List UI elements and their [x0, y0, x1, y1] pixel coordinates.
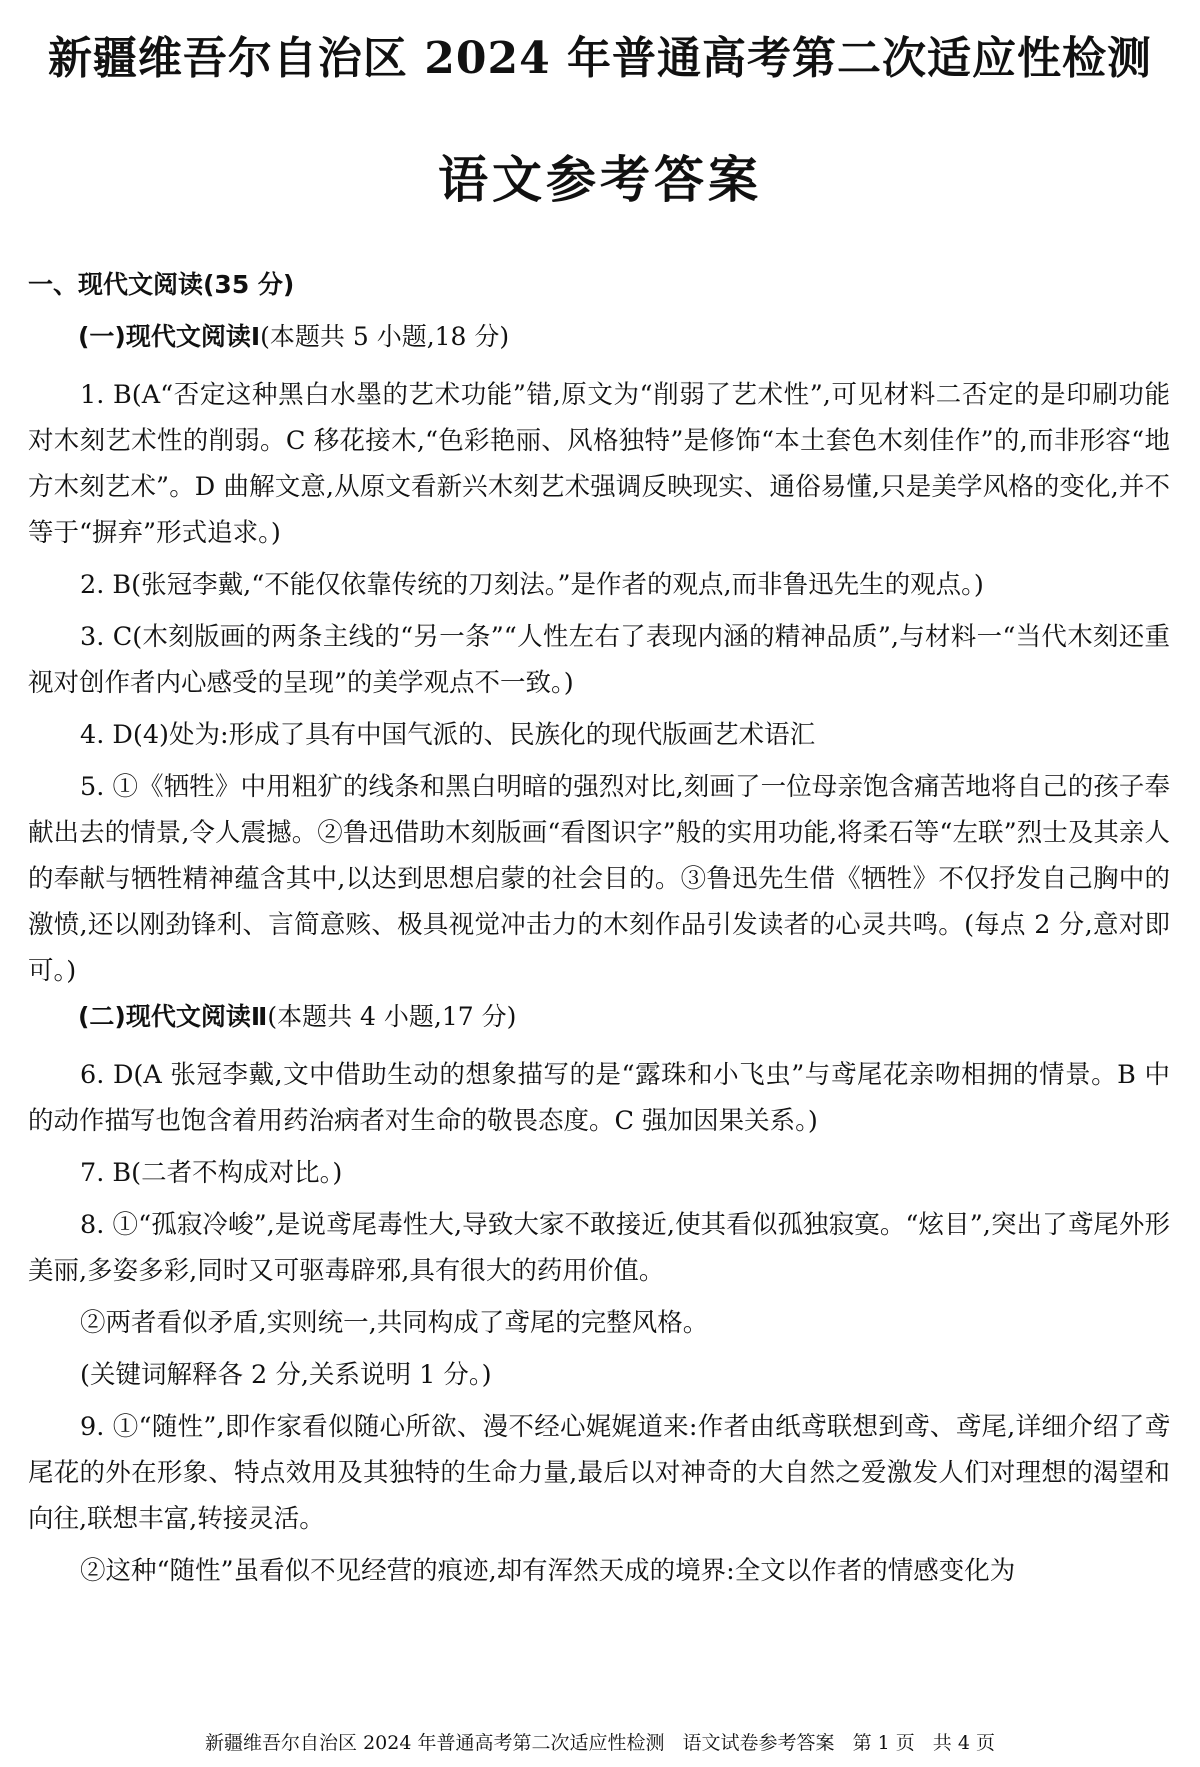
subsection-note: (本题共 4 小题,17 分)	[267, 1002, 517, 1031]
subsection-title: (一)现代文阅读Ⅰ	[78, 322, 261, 351]
subsection-heading-reading-2	[28, 1000, 1170, 1034]
answer-3: 3. C(木刻版画的两条主线的“另一条”“人性左右了表现内涵的精神品质”,与材料一“当代木刻还重视对创作者内心感受的呈现”的美学观点不一致。)	[28, 622, 1170, 698]
answer-7: 7. B(二者不构成对比。)	[80, 1158, 343, 1188]
footer-total-pages: 共 4 页	[932, 1732, 995, 1754]
subsection-heading-reading-1	[28, 320, 1170, 354]
section-heading-modern-reading: 一、现代文阅读(35 分)	[28, 270, 295, 299]
answer-2: 2. B(张冠李戴,“不能仅依靠传统的刀刻法。”是作者的观点,而非鲁迅先生的观点。)	[80, 570, 984, 600]
footer-exam-name: 新疆维吾尔自治区 2024 年普通高考第二次适应性检测	[205, 1732, 665, 1754]
document-subtitle: 语文参考答案	[438, 150, 762, 209]
answer-8-scoring: (关键词解释各 2 分,关系说明 1 分。)	[80, 1360, 492, 1390]
answer-9-part-2: ②这种“随性”虽看似不见经营的痕迹,却有浑然天成的境界:全文以作者的情感变化为	[80, 1556, 1016, 1586]
answer-5: 5. ①《牺牲》中用粗犷的线条和黑白明暗的强烈对比,刻画了一位母亲饱含痛苦地将自己的孩子奉献出去的情景,令人震撼。②鲁迅借助木刻版画“看图识字”般的实用功能,将柔石等“左联”烈士及其亲人的奉献与牺牲精神蕴含其中,以达到思想启蒙的社会目的。③鲁迅先生借《牺牲》不仅抒发自己胸中的激愤,还以刚劲锋利、言简意赅、极具视觉冲击力的木刻作品引发读者的心灵共鸣。(每点 2 分,意对即可。)	[28, 772, 1170, 986]
footer-page-number: 第 1 页	[852, 1732, 915, 1754]
document-title: 新疆维吾尔自治区 2024 年普通高考第二次适应性检测	[47, 33, 1153, 84]
subsection-note: (本题共 5 小题,18 分)	[260, 322, 510, 351]
footer-doc-name: 语文试卷参考答案	[682, 1732, 835, 1754]
page-footer	[0, 1728, 1200, 1755]
answer-8-part-1: 8. ①“孤寂冷峻”,是说鸢尾毒性大,导致大家不敢接近,使其看似孤独寂寞。“炫目”,突出了鸢尾外形美丽,多姿多彩,同时又可驱毒辟邪,具有很大的药用价值。	[28, 1210, 1170, 1286]
answer-9-part-1: 9. ①“随性”,即作家看似随心所欲、漫不经心娓娓道来:作者由纸鸢联想到鸢、鸢尾,详细介绍了鸢尾花的外在形象、特点效用及其独特的生命力量,最后以对神奇的大自然之爱激发人们对理想的渴望和向往,联想丰富,转接灵活。	[28, 1412, 1170, 1534]
answer-6: 6. D(A 张冠李戴,文中借助生动的想象描写的是“露珠和小飞虫”与鸢尾花亲吻相拥的情景。B 中的动作描写也饱含着用药治病者对生命的敬畏态度。C 强加因果关系。)	[28, 1060, 1170, 1136]
answer-1: 1. B(A“否定这种黑白水墨的艺术功能”错,原文为“削弱了艺术性”,可见材料二否定的是印刷功能对木刻艺术性的削弱。C 移花接木,“色彩艳丽、风格独特”是修饰“本土套色木刻佳作”的,而非形容“地方木刻艺术”。D 曲解文意,从原文看新兴木刻艺术强调反映现实、通俗易懂,只是美学风格的变化,并不等于“摒弃”形式追求。)	[28, 380, 1170, 548]
subsection-title: (二)现代文阅读Ⅱ	[78, 1002, 268, 1031]
answer-content	[28, 268, 1170, 1600]
answer-4: 4. D(4)处为:形成了具有中国气派的、民族化的现代版画艺术语汇	[80, 720, 816, 750]
answer-8-part-2: ②两者看似矛盾,实则统一,共同构成了鸢尾的完整风格。	[80, 1308, 709, 1338]
